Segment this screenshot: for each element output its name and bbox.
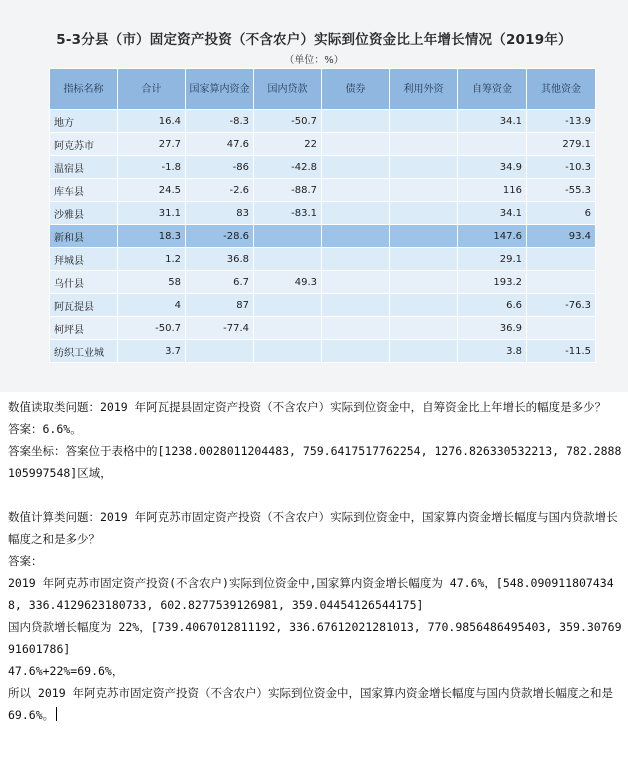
row-label-cell: 新和县 [50, 225, 118, 248]
table-cell: -10.3 [527, 156, 596, 179]
table-cell [322, 225, 390, 248]
table-cell [322, 202, 390, 225]
table-cell [527, 317, 596, 340]
answer-2-line-4 [8, 682, 624, 726]
data-table [49, 68, 596, 363]
table-cell: 18.3 [118, 225, 186, 248]
table-cell [390, 179, 458, 202]
column-header: 自筹资金 [458, 69, 527, 110]
table-cell: 147.6 [458, 225, 527, 248]
table-cell: 29.1 [458, 248, 527, 271]
row-label-cell: 乌什县 [50, 271, 118, 294]
table-cell [322, 133, 390, 156]
table-cell: -50.7 [118, 317, 186, 340]
row-label-cell: 地方 [50, 110, 118, 133]
row-label-cell: 柯坪县 [50, 317, 118, 340]
table-unit: （单位：%） [284, 55, 344, 66]
column-header: 指标名称 [50, 69, 118, 110]
table-cell [390, 248, 458, 271]
row-label-cell: 温宿县 [50, 156, 118, 179]
answer-1-coordinates: 答案坐标：答案位于表格中的[1238.0028011204483, 759.6417517762254, 1276.826330532213, 782.2888105997548]区域， [8, 444, 622, 480]
table-cell: 36.8 [186, 248, 254, 271]
answer-2-line-2: 国内贷款增长幅度为 22%，[739.4067012811192, 336.67612021281013, 770.9856486495403, 359.3076991601786] [8, 620, 622, 656]
table-cell: 36.9 [458, 317, 527, 340]
table-cell [322, 294, 390, 317]
table-cell: -13.9 [527, 110, 596, 133]
question-1: 数值读取类问题：2019 年阿瓦提县固定资产投资（不含农户）实际到位资金中，自筹资金比上年增长的幅度是多少？ [8, 400, 607, 414]
table-row [50, 133, 596, 156]
table-cell [322, 271, 390, 294]
column-header: 合计 [118, 69, 186, 110]
table-cell: 4 [118, 294, 186, 317]
table-cell [254, 294, 322, 317]
table-cell: -86 [186, 156, 254, 179]
table-cell: 58 [118, 271, 186, 294]
table-cell: 1.2 [118, 248, 186, 271]
column-header: 国家算内资金 [186, 69, 254, 110]
table-cell: -55.3 [527, 179, 596, 202]
table-cell: 193.2 [458, 271, 527, 294]
table-cell: 83 [186, 202, 254, 225]
table-cell [527, 271, 596, 294]
table-row [50, 317, 596, 340]
table-cell [186, 340, 254, 363]
table-row [50, 225, 596, 248]
table-cell: -50.7 [254, 110, 322, 133]
table-cell [322, 340, 390, 363]
answer-2-label: 答案： [8, 554, 43, 568]
table-row [50, 340, 596, 363]
table-row [50, 202, 596, 225]
table-cell: 24.5 [118, 179, 186, 202]
row-label-cell: 库车县 [50, 179, 118, 202]
table-row [50, 156, 596, 179]
table-title: 5-3分县（市）固定资产投资（不含农户）实际到位资金比上年增长情况（2019年） [56, 32, 572, 48]
table-cell [390, 271, 458, 294]
table-cell: 87 [186, 294, 254, 317]
table-cell: 49.3 [254, 271, 322, 294]
table-cell [390, 110, 458, 133]
table-cell [390, 294, 458, 317]
row-label-cell: 拜城县 [50, 248, 118, 271]
table-cell [322, 110, 390, 133]
table-cell [390, 340, 458, 363]
table-cell: -8.3 [186, 110, 254, 133]
table-row [50, 294, 596, 317]
table-cell: 93.4 [527, 225, 596, 248]
table-cell: 116 [458, 179, 527, 202]
table-cell [390, 133, 458, 156]
table-cell [322, 156, 390, 179]
table-cell: -77.4 [186, 317, 254, 340]
table-cell: -76.3 [527, 294, 596, 317]
table-cell: 22 [254, 133, 322, 156]
table-cell [527, 248, 596, 271]
table-cell [390, 225, 458, 248]
table-body [50, 110, 596, 363]
column-header: 其他资金 [527, 69, 596, 110]
row-label-cell: 沙雅县 [50, 202, 118, 225]
table-row [50, 110, 596, 133]
column-header: 债券 [322, 69, 390, 110]
table-cell: -11.5 [527, 340, 596, 363]
table-cell: 34.1 [458, 110, 527, 133]
text-cursor [56, 707, 57, 721]
question-2: 数值计算类问题：2019 年阿克苏市固定资产投资（不含农户）实际到位资金中，国家算内资金增长幅度与国内贷款增长幅度之和是多少？ [8, 510, 618, 546]
table-cell: -2.6 [186, 179, 254, 202]
table-cell [390, 202, 458, 225]
table-cell: -83.1 [254, 202, 322, 225]
table-row [50, 179, 596, 202]
table-cell [254, 225, 322, 248]
answer-2-line-3: 47.6%+22%=69.6%， [8, 664, 124, 678]
paragraph-gap [8, 484, 624, 506]
table-cell: 34.1 [458, 202, 527, 225]
table-cell [254, 248, 322, 271]
column-header: 利用外资 [390, 69, 458, 110]
table-cell [322, 248, 390, 271]
table-row [50, 271, 596, 294]
answer-2-conclusion: 所以 2019 年阿克苏市固定资产投资（不含农户）实际到位资金中，国家算内资金增长幅度与国内贷款增长幅度之和是 69.6%。 [8, 686, 620, 722]
table-cell: -42.8 [254, 156, 322, 179]
row-label-cell: 纺织工业城 [50, 340, 118, 363]
row-label-cell: 阿瓦提县 [50, 294, 118, 317]
table-cell: 279.1 [527, 133, 596, 156]
table-cell: 6.6 [458, 294, 527, 317]
column-header: 国内贷款 [254, 69, 322, 110]
table-cell: 6 [527, 202, 596, 225]
table-cell: 27.7 [118, 133, 186, 156]
table-row [50, 248, 596, 271]
table-cell: 47.6 [186, 133, 254, 156]
table-cell [254, 340, 322, 363]
table-cell: -28.6 [186, 225, 254, 248]
row-label-cell: 阿克苏市 [50, 133, 118, 156]
table-cell: 3.7 [118, 340, 186, 363]
table-cell [322, 317, 390, 340]
table-header-row [50, 69, 596, 110]
table-cell: -1.8 [118, 156, 186, 179]
table-cell: -88.7 [254, 179, 322, 202]
qa-text-block [8, 396, 624, 726]
table-cell [390, 156, 458, 179]
table-cell [458, 133, 527, 156]
table-cell: 31.1 [118, 202, 186, 225]
table-cell [390, 317, 458, 340]
table-cell [254, 317, 322, 340]
table-cell [322, 179, 390, 202]
table-cell: 3.8 [458, 340, 527, 363]
table-cell: 34.9 [458, 156, 527, 179]
answer-2-line-1: 2019 年阿克苏市固定资产投资(不含农户)实际到位资金中,国家算内资金增长幅度为 47.6%，[548.0909118074348, 336.4129623180733, 602.8277539126981, 359.04454126544175] [8, 576, 614, 612]
answer-1: 答案：6.6%。 [8, 422, 82, 436]
table-cell: 16.4 [118, 110, 186, 133]
table-cell: 6.7 [186, 271, 254, 294]
